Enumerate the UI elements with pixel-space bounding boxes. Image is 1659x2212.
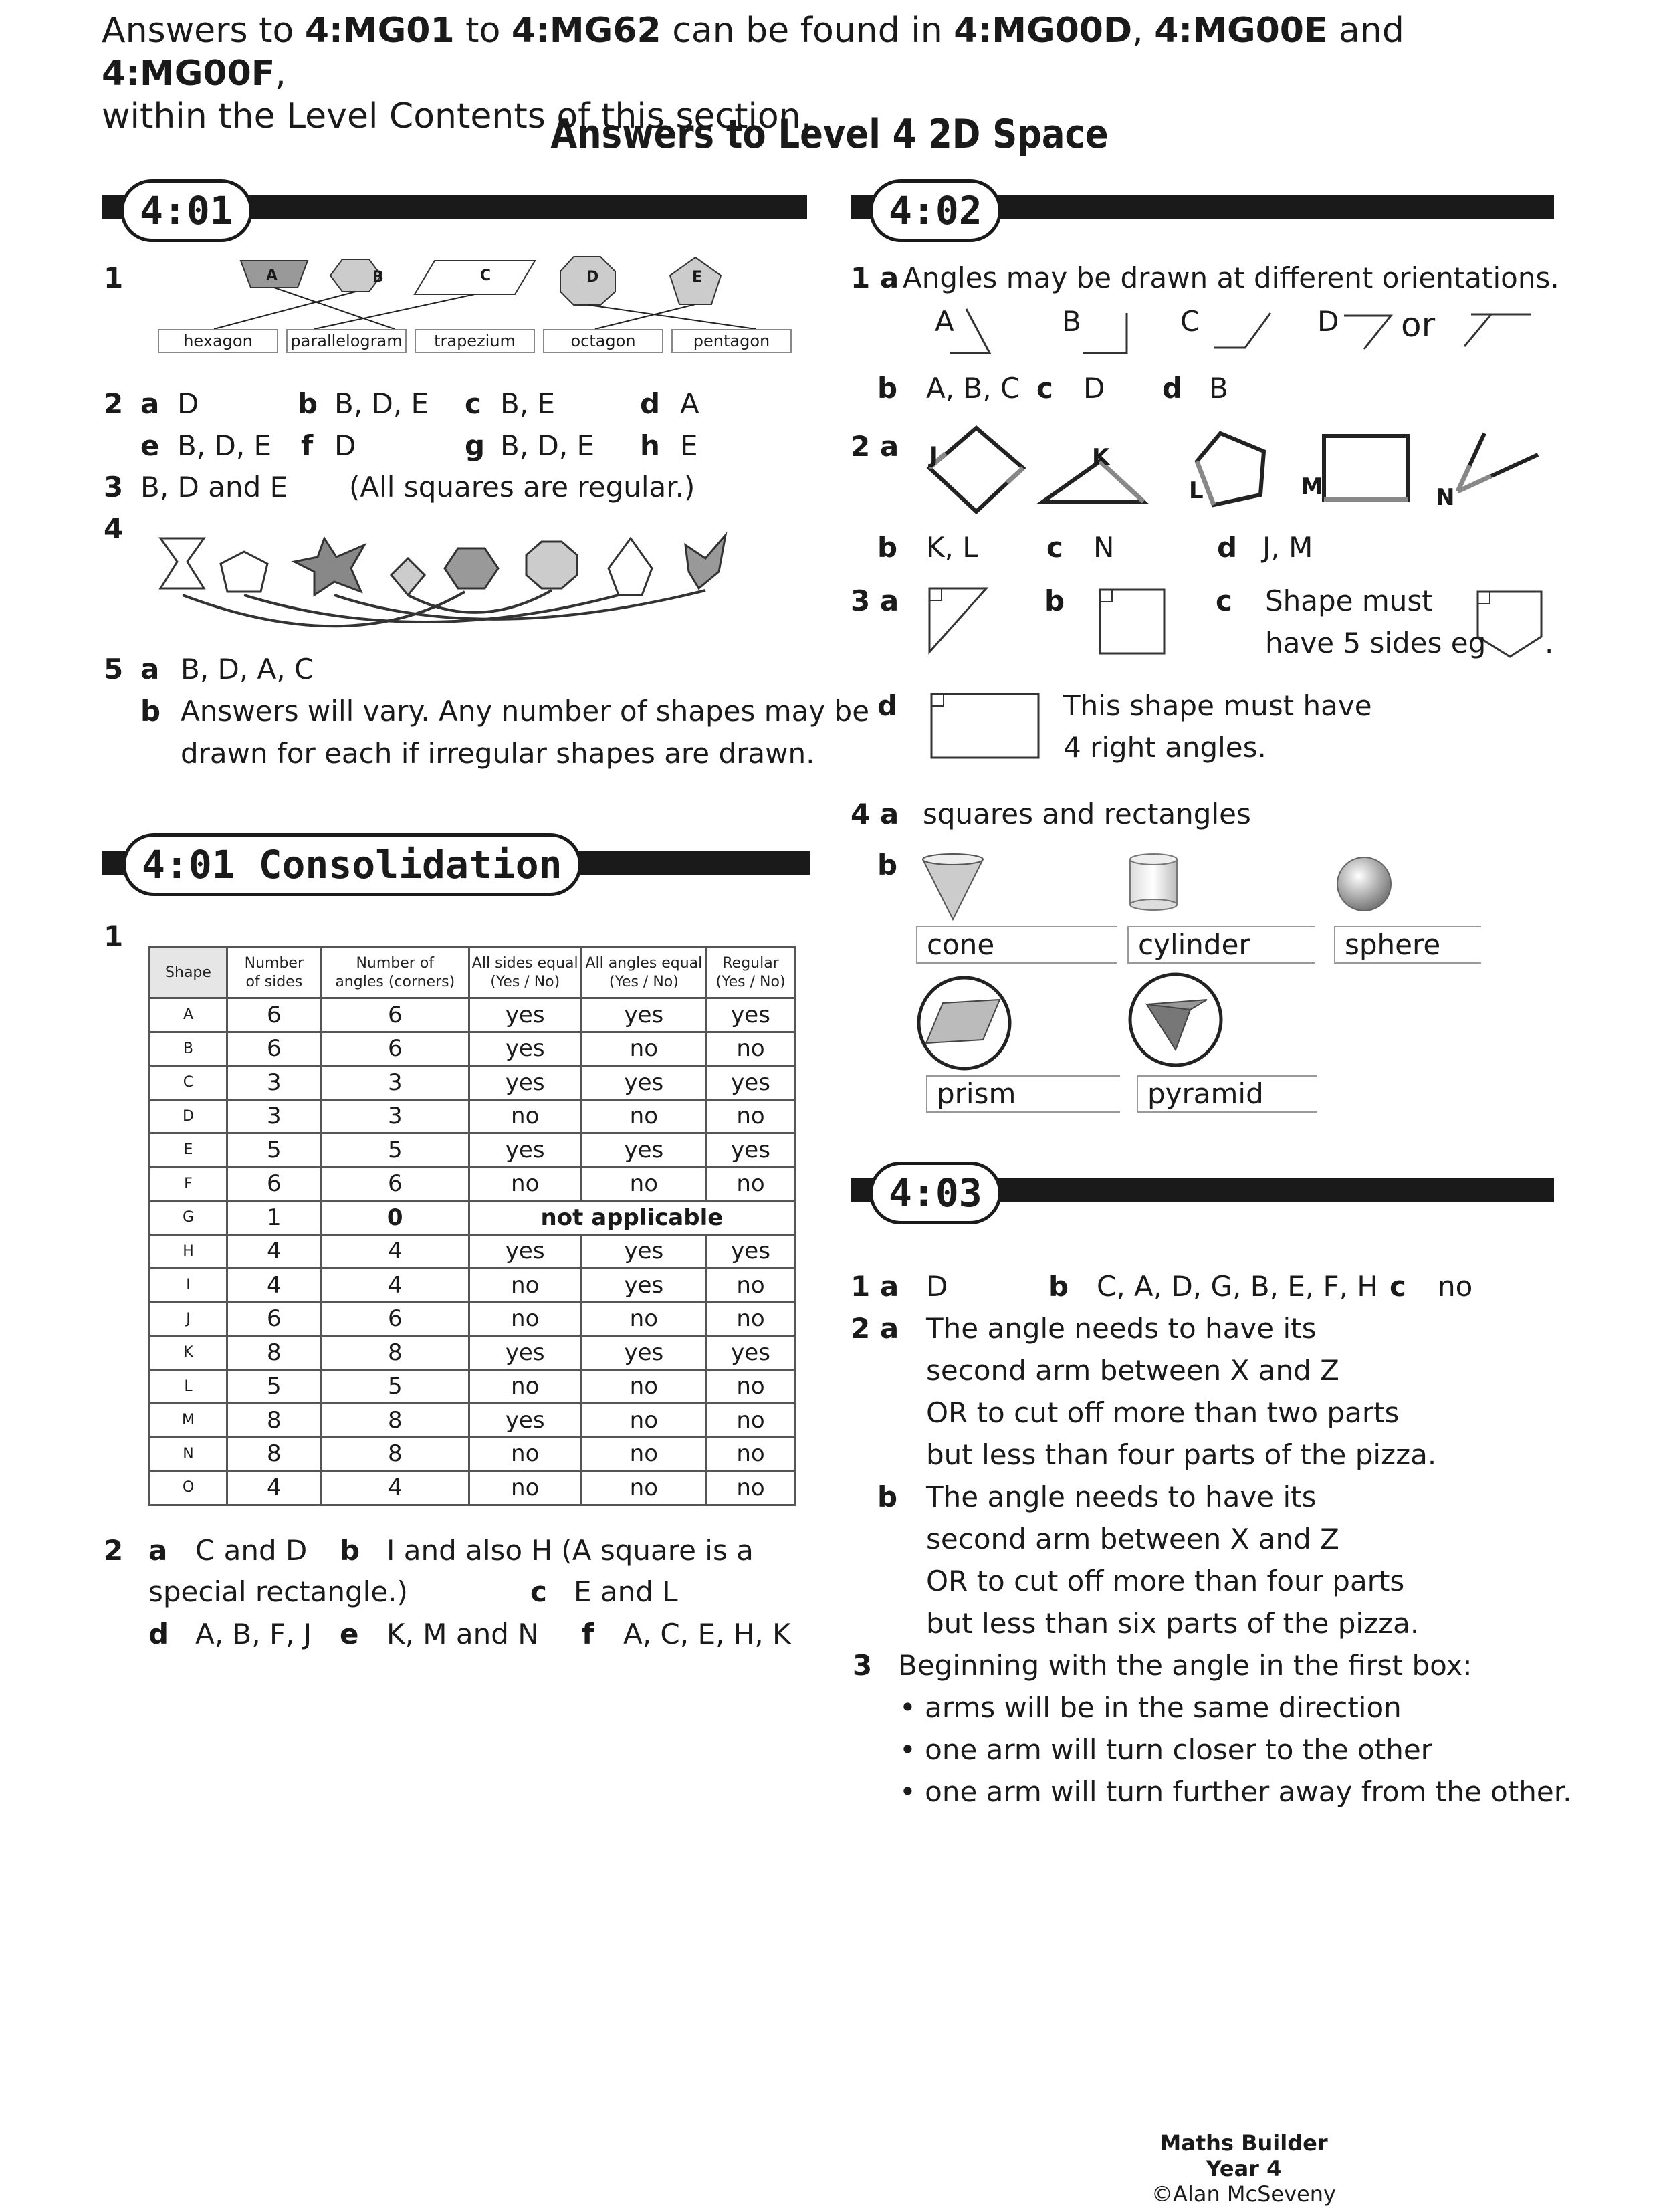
answer-line: OR to cut off more than four parts [926, 1565, 1405, 1597]
table-cell: yes [469, 1404, 581, 1438]
answer-value: squares and rectangles [923, 798, 1251, 831]
table-cell: no [469, 1167, 581, 1201]
question-number: 3 [104, 471, 124, 504]
pentagon-shape [1197, 433, 1264, 505]
table-row [150, 1201, 795, 1235]
table-cell: K [150, 1336, 227, 1370]
table-cell: no [581, 1471, 707, 1505]
table-header: All sides equal (Yes / No) [469, 948, 581, 998]
answer-label: e [340, 1618, 359, 1650]
table-cell: M [150, 1404, 227, 1438]
solids-diagram [903, 849, 1505, 1097]
table-cell: 8 [321, 1336, 469, 1370]
name-box-parallelogram: parallelogram [286, 329, 407, 353]
octagon-shape [526, 542, 577, 588]
table-cell: no [581, 1032, 707, 1066]
table-cell: 8 [321, 1437, 469, 1471]
intro-text: Answers to 4:MG01 to 4:MG62 can be found in 4:MG00D, 4:MG00E and 4:MG00F, within the Level Contents of this section. [102, 11, 1404, 136]
answer-label: b [877, 849, 898, 881]
answer-value: A, B, C [926, 372, 1020, 405]
table-cell: yes [469, 998, 581, 1032]
solid-label-cylinder: cylinder [1127, 926, 1315, 964]
table-cell: O [150, 1471, 227, 1505]
answer-value: B, E [500, 387, 556, 420]
bullet-item: • one arm will turn further away from the other. [899, 1775, 1572, 1808]
table-cell: no [707, 1302, 795, 1336]
answer-value: Angles may be drawn at different orientations. [903, 261, 1559, 294]
answer-label: a [140, 387, 160, 420]
answer-label: b [1048, 1270, 1069, 1303]
shape-letter-a: A [266, 267, 278, 284]
cylinder-shape [1130, 859, 1177, 905]
table-cell: no [707, 1167, 795, 1201]
footer-author: ©Alan McSeveny [1151, 2181, 1336, 2207]
table-row [150, 1133, 795, 1168]
answer-value: K, M and N [386, 1618, 539, 1650]
question-number: 2 [104, 1534, 124, 1567]
table-cell: yes [581, 1066, 707, 1100]
angle-letter: C [1180, 305, 1200, 338]
section-heading-403: 4:03 [869, 1162, 1002, 1224]
table-cell: 0 [321, 1201, 469, 1235]
answer-label: c [465, 387, 481, 420]
table-cell: 6 [227, 998, 321, 1032]
table-row [150, 1437, 795, 1471]
angles-diagram [936, 301, 1538, 361]
star-shape [294, 538, 364, 595]
footer-book: Maths Builder Year 4 [1159, 2130, 1328, 2181]
question-number: 3 a [851, 584, 899, 617]
table-cell: yes [469, 1336, 581, 1370]
answer-value: K, L [926, 531, 978, 564]
table-cell: yes [581, 1336, 707, 1370]
answer-value: no [1438, 1270, 1473, 1303]
answer-value: A, B, F, J [195, 1618, 312, 1650]
bullet-item: • arms will be in the same direction [899, 1691, 1402, 1724]
question-number: 3 [853, 1649, 873, 1682]
table-cell: yes [581, 998, 707, 1032]
answer-line: The angle needs to have its [926, 1480, 1317, 1513]
answer-value: Shape must [1265, 584, 1433, 617]
shape-letter-l: L [1189, 477, 1204, 504]
answer-label: g [465, 429, 485, 462]
answer-label: b [298, 387, 318, 420]
table-cell: no [707, 1032, 795, 1066]
table-cell: 4 [321, 1234, 469, 1268]
table-cell: no [581, 1099, 707, 1133]
table-cell: yes [581, 1234, 707, 1268]
solid-label-pyramid: pyramid [1137, 1075, 1317, 1113]
or-text: or [1401, 306, 1436, 344]
table-cell: L [150, 1369, 227, 1404]
table-cell: 3 [227, 1066, 321, 1100]
answer-label: e [140, 429, 160, 462]
table-row [150, 1066, 795, 1100]
answer-line: second arm between X and Z [926, 1523, 1339, 1555]
table-row [150, 1268, 795, 1303]
hourglass-shape [160, 538, 204, 588]
table-cell: N [150, 1437, 227, 1471]
table-cell: yes [707, 1234, 795, 1268]
question-number: 4 [104, 512, 124, 545]
answer-label: a [148, 1534, 168, 1567]
answer-value: C and D [195, 1534, 308, 1567]
shape-letter-e: E [692, 269, 703, 286]
answer-value: I and also H (A square is a [386, 1534, 754, 1567]
table-cell: no [469, 1471, 581, 1505]
table-cell: 4 [321, 1268, 469, 1303]
table-cell: 8 [321, 1404, 469, 1438]
table-cell: 6 [321, 1302, 469, 1336]
angle-letter: A [935, 305, 954, 338]
table-cell: no [581, 1404, 707, 1438]
answer-label: d [640, 387, 661, 420]
question-number: 5 [104, 653, 124, 685]
solid-label-prism: prism [926, 1075, 1120, 1113]
answer-label: b [877, 372, 898, 405]
table-cell: no [581, 1302, 707, 1336]
question-number: 1 [104, 920, 124, 953]
shape-letter-n: N [1436, 484, 1455, 511]
table-cell: 6 [321, 1167, 469, 1201]
answer-label: c [1036, 372, 1053, 405]
answer-value: B [1209, 372, 1228, 405]
table-header: Regular (Yes / No) [707, 948, 795, 998]
shape-letter-b: B [372, 269, 384, 286]
answer-value: J, M [1262, 531, 1313, 564]
answer-label: b [140, 695, 161, 728]
table-cell: E [150, 1133, 227, 1168]
table-header: Number of angles (corners) [321, 948, 469, 998]
answer-note: (All squares are regular.) [349, 471, 695, 504]
table-row [150, 1471, 795, 1505]
name-box-trapezium: trapezium [415, 329, 535, 353]
answer-label: d [148, 1618, 169, 1650]
square-shape [929, 428, 1023, 512]
answer-label: d [1162, 372, 1183, 405]
table-cell: no [469, 1437, 581, 1471]
table-cell: B [150, 1032, 227, 1066]
table-row [150, 1167, 795, 1201]
table-header: All angles equal (Yes / No) [581, 948, 707, 998]
answer-value: 4 right angles. [1063, 731, 1266, 764]
answer-value: A, C, E, H, K [623, 1618, 791, 1650]
table-cell: no [581, 1369, 707, 1404]
table-cell: 1 [227, 1201, 321, 1235]
table-cell: 8 [227, 1336, 321, 1370]
q3d-rectangle-diagram [926, 689, 1046, 762]
table-cell: yes [707, 998, 795, 1032]
table-row [150, 1099, 795, 1133]
q4-shapes-diagram [150, 532, 792, 645]
name-box-hexagon: hexagon [158, 329, 278, 353]
table-cell: 4 [227, 1234, 321, 1268]
answer-label: c [1216, 584, 1232, 617]
answer-value: B, D, E [500, 429, 595, 462]
table-cell: no [707, 1437, 795, 1471]
table-cell: 4 [227, 1268, 321, 1303]
table-header: Number of sides [227, 948, 321, 998]
answer-label: b [340, 1534, 360, 1567]
table-row [150, 998, 795, 1032]
table-cell: 6 [321, 998, 469, 1032]
answer-label: c [1390, 1270, 1406, 1303]
table-cell: 4 [321, 1471, 469, 1505]
table-cell: no [707, 1099, 795, 1133]
question-number: 1 a [851, 261, 899, 294]
table-cell: yes [581, 1133, 707, 1168]
answer-label: b [877, 1480, 898, 1513]
table-row [150, 1302, 795, 1336]
page-title: Answers to Level 4 2D Space [550, 111, 1109, 158]
table-body [150, 998, 795, 1505]
table-cell: yes [707, 1336, 795, 1370]
answer-label: b [877, 531, 898, 564]
table-cell: yes [469, 1032, 581, 1066]
answer-value: B, D, E [177, 429, 272, 462]
table-cell: G [150, 1201, 227, 1235]
arrow-shape [685, 535, 726, 588]
table-cell: no [581, 1167, 707, 1201]
pentagon-shape [609, 538, 652, 595]
question-number: 2 a [851, 430, 899, 463]
name-box-pentagon: pentagon [671, 329, 792, 353]
table-cell: F [150, 1167, 227, 1201]
answer-value: A [680, 387, 699, 420]
answer-line: The angle needs to have its [926, 1312, 1317, 1345]
section-heading-402: 4:02 [869, 179, 1002, 242]
answer-value: B, D, A, C [181, 653, 314, 685]
answer-value: E [680, 429, 698, 462]
shape-letter-c: C [480, 267, 491, 284]
table-cell: yes [469, 1234, 581, 1268]
table-cell-merged: not applicable [469, 1201, 794, 1235]
rhombus-shape [391, 558, 425, 595]
q2a-shapes-diagram [923, 421, 1551, 522]
table-cell: no [469, 1302, 581, 1336]
question-number: 1 a [851, 1270, 899, 1303]
answer-label: c [530, 1575, 547, 1608]
section-heading-401: 4:01 [120, 179, 253, 242]
table-cell: 5 [321, 1133, 469, 1168]
section-heading-consolidation: 4:01 Consolidation [122, 833, 582, 896]
hexagon-shape [445, 548, 498, 588]
footer [1137, 2130, 1351, 2207]
table-cell: yes [707, 1133, 795, 1168]
table-cell: no [707, 1369, 795, 1404]
table-cell: no [707, 1268, 795, 1303]
pentagon-shape [221, 552, 267, 592]
table-cell: 8 [227, 1437, 321, 1471]
answer-label: f [582, 1618, 594, 1650]
cone-shape [923, 859, 983, 919]
table-cell: 6 [227, 1167, 321, 1201]
answer-label: d [877, 689, 898, 722]
rectangle-shape [1324, 436, 1408, 500]
shape-letter-m: M [1301, 473, 1323, 500]
table-cell: 3 [321, 1066, 469, 1100]
table-cell: 3 [321, 1099, 469, 1133]
question-number: 4 a [851, 798, 899, 831]
answer-value: D [926, 1270, 948, 1303]
answer-value: D [334, 429, 356, 462]
question-number: 2 a [851, 1312, 899, 1345]
answer-value: E and L [574, 1575, 678, 1608]
table-cell: I [150, 1268, 227, 1303]
table-cell: 6 [227, 1032, 321, 1066]
period: . [1545, 627, 1554, 659]
table-cell: no [707, 1471, 795, 1505]
table-cell: no [469, 1268, 581, 1303]
table-row [150, 1369, 795, 1404]
table-row [150, 1404, 795, 1438]
table-cell: no [469, 1369, 581, 1404]
table-row [150, 1234, 795, 1268]
answer-value: C, A, D, G, B, E, F, H [1097, 1270, 1378, 1303]
question-number: 2 [104, 387, 124, 420]
table-cell: D [150, 1099, 227, 1133]
angle-letter: B [1062, 305, 1081, 338]
shape-letter-k: K [1092, 444, 1110, 471]
answer-value: B, D and E [140, 471, 288, 504]
bullet-item: • one arm will turn closer to the other [899, 1733, 1432, 1766]
table-cell: yes [581, 1268, 707, 1303]
answer-label: h [640, 429, 660, 462]
answer-value: Answers will vary. Any number of shapes may be [181, 695, 870, 728]
answer-label: c [1046, 531, 1063, 564]
table-cell: J [150, 1302, 227, 1336]
answer-value: D [177, 387, 199, 420]
table-cell: no [581, 1437, 707, 1471]
answer-value: This shape must have [1063, 689, 1372, 722]
answer-label: d [1217, 531, 1238, 564]
table-cell: 5 [321, 1369, 469, 1404]
consolidation-table [148, 946, 796, 1506]
answer-value: drawn for each if irregular shapes are drawn. [181, 737, 815, 770]
table-cell: 6 [321, 1032, 469, 1066]
table-header: Shape [150, 948, 227, 998]
answer-line: OR to cut off more than two parts [926, 1396, 1400, 1429]
table-cell: 5 [227, 1369, 321, 1404]
table-cell: 6 [227, 1302, 321, 1336]
angle-letter: D [1317, 305, 1339, 338]
answer-line: second arm between X and Z [926, 1354, 1339, 1387]
answer-value: N [1093, 531, 1115, 564]
table-cell: no [707, 1404, 795, 1438]
table-cell: 3 [227, 1099, 321, 1133]
shape-letter-j: J [929, 442, 938, 469]
table-cell: 8 [227, 1404, 321, 1438]
table-cell: yes [707, 1066, 795, 1100]
table-cell: C [150, 1066, 227, 1100]
table-cell: A [150, 998, 227, 1032]
answer-value: special rectangle.) [148, 1575, 408, 1608]
answer-line: Beginning with the angle in the first box: [898, 1649, 1472, 1682]
table-cell: H [150, 1234, 227, 1268]
name-box-octagon: octagon [543, 329, 663, 353]
answer-label: f [301, 429, 314, 462]
table-cell: 4 [227, 1471, 321, 1505]
shape-letter-d: D [586, 269, 599, 286]
answer-value: D [1083, 372, 1105, 405]
answer-value: B, D, E [334, 387, 429, 420]
answer-label: b [1044, 584, 1065, 617]
answer-line: but less than four parts of the pizza. [926, 1438, 1437, 1471]
table-cell: yes [469, 1133, 581, 1168]
question-number: 1 [104, 261, 124, 294]
solid-label-cone: cone [916, 926, 1117, 964]
table-cell: 5 [227, 1133, 321, 1168]
table-row [150, 1032, 795, 1066]
sphere-shape [1337, 857, 1391, 911]
table-row [150, 1336, 795, 1370]
solid-label-sphere: sphere [1334, 926, 1481, 964]
answer-value: have 5 sides eg [1265, 627, 1486, 659]
table-cell: yes [469, 1066, 581, 1100]
answer-label: a [140, 653, 160, 685]
answer-line: but less than six parts of the pizza. [926, 1607, 1420, 1640]
parallelogram-shape [415, 261, 535, 294]
table-cell: no [469, 1099, 581, 1133]
